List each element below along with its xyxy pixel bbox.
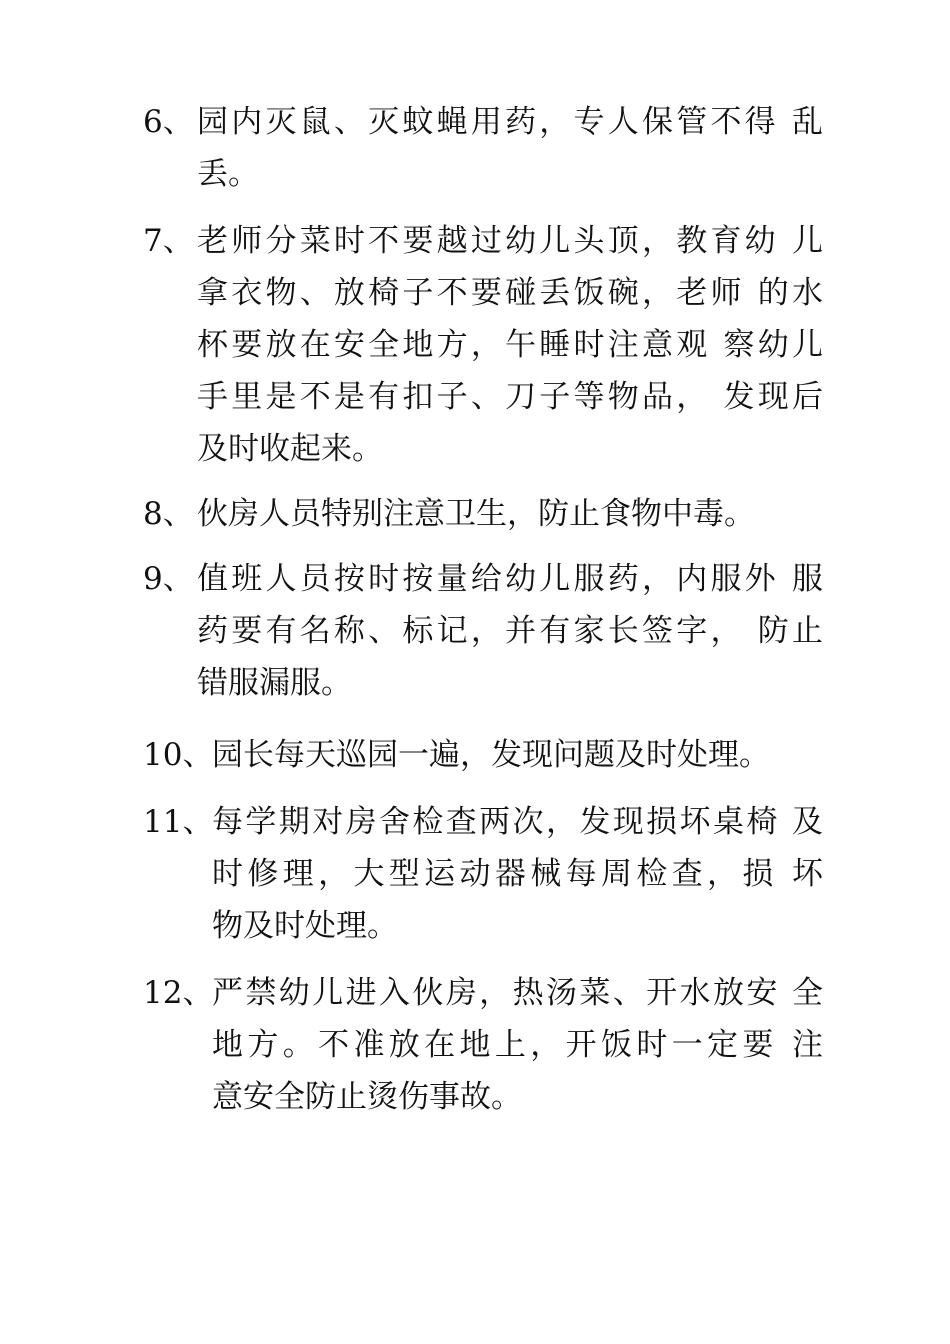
item-line: 老师分菜时不要越过幼儿头顶，教育幼 儿 bbox=[197, 223, 823, 259]
item-line: 杯要放在安全地方，午睡时注意观 察幼儿 bbox=[197, 327, 823, 363]
item-number: 9、 bbox=[143, 561, 194, 597]
item-line: 手里是不是有扣子、刀子等物品， 发现后 bbox=[197, 379, 823, 415]
item-line: 错服漏服。 bbox=[197, 665, 352, 701]
item-line: 每学期对房舍检查两次，发现损坏桌椅 及 bbox=[212, 804, 823, 840]
item-number: 11、 bbox=[143, 804, 214, 840]
item-number: 8、 bbox=[143, 496, 194, 532]
item-number: 6、 bbox=[143, 104, 194, 140]
item-line: 及时收起来。 bbox=[197, 431, 383, 467]
item-line: 值班人员按时按量给幼儿服药，内服外 服 bbox=[197, 561, 823, 597]
item-number: 12、 bbox=[143, 975, 214, 1011]
item-number: 7、 bbox=[143, 223, 194, 259]
item-line: 地方。不准放在地上，开饭时一定要 注 bbox=[212, 1027, 823, 1063]
item-line: 意安全防止烫伤事故。 bbox=[212, 1079, 522, 1115]
item-line: 园长每天巡园一遍，发现问题及时处理。 bbox=[212, 737, 770, 773]
item-line: 药要有名称、标记，并有家长签字， 防止 bbox=[197, 613, 823, 649]
item-line: 伙房人员特别注意卫生，防止食物中毒。 bbox=[197, 496, 755, 532]
item-line: 严禁幼儿进入伙房，热汤菜、开水放安 全 bbox=[212, 975, 823, 1011]
item-line: 物及时处理。 bbox=[212, 908, 398, 944]
item-line: 园内灭鼠、灭蚊蝇用药，专人保管不得 乱 bbox=[197, 104, 823, 140]
item-number: 10、 bbox=[143, 737, 214, 773]
item-line: 丢。 bbox=[197, 156, 259, 192]
item-line: 时修理，大型运动器械每周检查，损 坏 bbox=[212, 856, 823, 892]
item-line: 拿衣物、放椅子不要碰丢饭碗，老师 的水 bbox=[197, 275, 823, 311]
